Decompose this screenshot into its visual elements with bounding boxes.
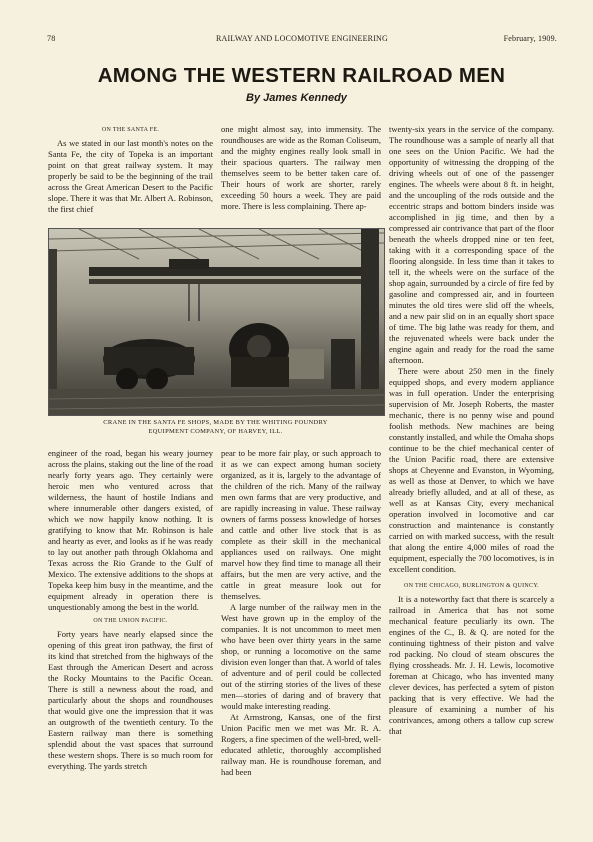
paragraph: engineer of the road, began his weary journey across the plains, staking out the line of the road nearly forty years ago. They certainly were heroic men who ventured across that wilderness, the haunt of hostile Indians and where innumerable other dangers existed, of which we now happily know nothing. It is gratifying to know that Mr. Robinson is hale and hearty as ever, and looks as if he was ready to lay out another path through Oklahoma and Texas across the Rio Grande to the Gulf of Mexico. The extensive additions to the shops at Topeka keep him busy in the meantime, and the equipment already in operation there is unquestionably among the best in the world. — [48, 448, 213, 612]
issue-date: February, 1909. — [503, 34, 557, 43]
shop-crane-photo — [48, 228, 385, 416]
paragraph: As we stated in our last month's notes on the Santa Fe, the city of Topeka is an important point on that great railway system. It may properly be said to be the beginning of the trail across the Great American Desert to the Pacific slope. There it was that Mr. Albert A. Robinson, the first chief — [48, 138, 213, 214]
caption-line: EQUIPMENT COMPANY, OF HARVEY, ILL. — [148, 428, 283, 435]
article-byline: By James Kennedy — [246, 92, 347, 104]
running-header — [47, 34, 557, 46]
paragraph: one might almost say, into immensity. The roundhouses are wide as the Roman Coliseum, and the mighty engines really look small in their spacious quarters. The railway men themselves seem to be better taken care of. Their hours of work are shorter, rarely exceeding 50 hours a week. They are paid more. There is less complaining. There ap- — [221, 124, 381, 211]
caption-line: CRANE IN THE SANTA FE SHOPS, MADE BY THE WHITING FOUNDRY — [103, 419, 328, 426]
column-1-top — [48, 124, 213, 215]
paragraph: It is a noteworthy fact that there is scarcely a railroad in America that has not some mechanical feature peculiarly its own. The engines of the C., B. & Q. are noted for the continuing tightness of their piston and valve rod packing. No cloud of steam obscures the flying crossheads. Mr. J. H. Lewis, locomotive foreman at Chicago, who has invented many clever devices, has perfected a sytem of piston packing that is very effective. We had the pleasure of examining a number of his contrivances, among others a tallow cup screw that — [389, 594, 554, 736]
section-heading-santa-fe: ON THE SANTA FE. — [101, 127, 160, 133]
column-2-top — [221, 124, 381, 212]
article-title: AMONG THE WESTERN RAILROAD MEN — [97, 64, 506, 87]
crane-photo-illustration — [49, 229, 384, 415]
column-2-bottom — [221, 448, 381, 778]
paragraph: A large number of the railway men in the West have grown up in the employ of the companies. It is not uncommon to meet men who have been over thirty years in the same shop, or running a locomotive on the same division even longer than that. A world of tales of adventure and of peril could be collected out of the stirring stories of the lives of these men—stories of daring and of bravery that would make interesting reading. — [221, 602, 381, 711]
section-heading-union-pacific: ON THE UNION PACIFIC. — [93, 618, 168, 624]
column-1-bottom — [48, 448, 213, 772]
paragraph: pear to be more fair play, or such approach to it as we can expect among human society organized, as it is, largely to the advantage of the children of the rich. Many of the railway men own farms that are very productive, and are rapidly increasing in value. These railway owners of farms possess knowledge of horses and cattle and other live stock that is as complete as their skill in the mechanical appliances used on railways. One might marvel how they find time to manage all their affairs, but the men are very active, and the cattle in great measure look out for themselves. — [221, 448, 381, 601]
page-number: 78 — [47, 34, 56, 43]
photo-caption — [48, 418, 383, 436]
publication-title: RAILWAY AND LOCOMOTIVE ENGINEERING — [215, 34, 389, 43]
paragraph: At Armstrong, Kansas, one of the first Union Pacific men we met was Mr. R. A. Rogers, a fine specimen of the well-bred, well-educated athletic, thoroughly accomplished railway man. He is roundhouse foreman, and had been — [221, 712, 381, 777]
paragraph: Forty years have nearly elapsed since the opening of this great iron pathway, the first of its kind that stretched from the highways of the East through the American Desert and across the Rocky Mountains to the Pacific Ocean. There is still a newness about the road, and particularly about the shops and roundhouses that would give one the impression that it was an outgrowth of the twentieth century. To the Eastern railway man there is something splendid about the vast spaces that surround these western shops. There is so much room for everything. The yards stretch — [48, 629, 213, 771]
paragraph: There were about 250 men in the finely equipped shops, and every modern appliance was in full operation. Under the enterprising supervision of Mr. Joseph Roberts, the master mechanic, there is no penny wise and pound foolish methods. New machines are being constantly installed, and while the Omaha shops continue to be the chief mechanical center of the Union Pacific road, there are extensive shops at Cheyenne and Evanston, in Wyoming, as well as those at Denver, to which we have already briefly alluded, and at all of these, as well as at Kansas City, every mechanical operation involved in locomotive and car construction and maintenance is constantly carried on with marked success, with the result that along the entire 4,000 miles of road the equipment, especially the 700 locomotives, is in excellent condition. — [389, 366, 554, 574]
column-3 — [389, 124, 554, 737]
section-heading-cbq: ON THE CHICAGO, BURLINGTON & QUINCY. — [404, 583, 539, 589]
paragraph: twenty-six years in the service of the company. The roundhouse was a sample of nearly all that one sees on the Union Pacific. We had the opportunity of witnessing the dropping of the driving wheels out of one of the passenger engines. The wheels were about 8 ft. in height, and the uncoupling of the rods outside and the eccentric straps and bottom binders inside was accomplished in jig time, and then by a compressed air contrivance that part of the floor beneath the wheels dropped nine or ten feet, taking with it a corresponding space of the flooring alongside. In less time than it takes to tell it, the wheels were on the surface of the shop again, surrounded by a circle of fire fed by gasoline and compressed air, and in fourteen minutes the old tires were slid off the wheels, and a new pair slid on in an equally short space of time. The big lathe was ready for them, and the rejuvenated wheels were back under the engine again and ready for the road the same afternoon. — [389, 124, 554, 365]
